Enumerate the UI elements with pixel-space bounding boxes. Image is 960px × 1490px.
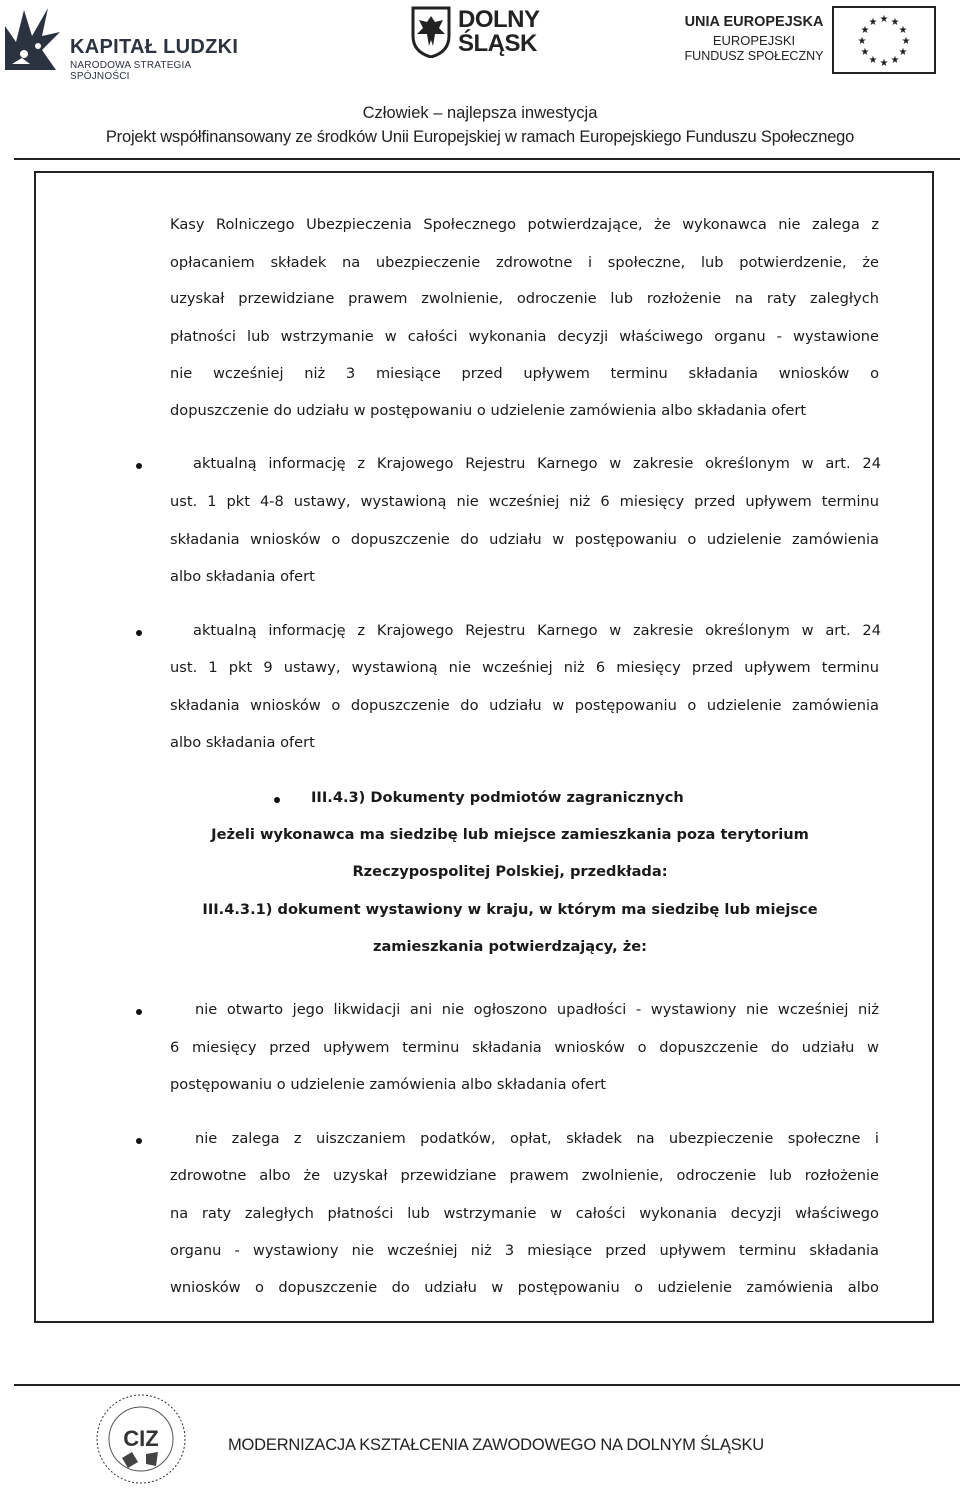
bullet-marker — [136, 1138, 142, 1144]
bullet4-line-4: organu - wystawiony nie wcześniej niż 3 miesiące przed upływem terminu składania — [170, 1242, 879, 1259]
svg-text:★: ★ — [860, 25, 870, 36]
bullet4-line-5: wniosków o dopuszczenie do udziału w postępowaniu o udzielenie zamówienia albo — [170, 1279, 879, 1296]
para1-line-5: nie wcześniej niż 3 miesiące przed upływem terminu składania wniosków o — [170, 365, 879, 382]
sub-heading-line-2: zamieszkania potwierdzający, że: — [372, 938, 648, 955]
bullet4-line-2: zdrowotne albo że uzyskał przewidziane prawem zwolnienie, odroczenie lub rozłożenie — [170, 1167, 879, 1184]
bullet4-line-1: nie zalega z uiszczaniem podatków, opłat, składek na ubezpieczenie społeczne i — [195, 1130, 879, 1147]
sub-heading-line-1: III.4.3.1) dokument wystawiony w kraju, w którym ma siedzibę lub miejsce — [202, 901, 818, 918]
svg-text:★: ★ — [890, 17, 900, 28]
para1-line-2: opłacaniem składek na ubezpieczenie zdrowotne i społeczne, lub potwierdzenie, że — [170, 254, 879, 271]
bullet3-line-2: 6 miesięcy przed upływem terminu składania wniosków o dopuszczenie do udziału w — [170, 1039, 879, 1056]
bullet2-line-3: składania wniosków o dopuszczenie do udziału w postępowaniu o udzielenie zamówienia — [170, 697, 879, 714]
svg-text:★: ★ — [898, 25, 908, 36]
bullet2-line-4: albo składania ofert — [170, 734, 315, 751]
tagline: Człowiek – najlepsza inwestycja — [362, 104, 598, 122]
para1-line-4: płatności lub wstrzymanie w całości wykonania decyzji właściwego organu - wystawione — [170, 328, 879, 345]
bullet2-line-2: ust. 1 pkt 9 ustawy, wystawioną nie wcześniej niż 6 miesięcy przed upływem terminu — [170, 659, 879, 676]
para1-line-1: Kasy Rolniczego Ubezpieczenia Społecznego potwierdzające, że wykonawca nie zalega z — [170, 216, 879, 233]
eu-fund-line2: FUNDUSZ SPOŁECZNY — [684, 49, 824, 63]
kapital-ludzki-logo — [2, 6, 252, 82]
dolny-slask-line1: DOLNY — [458, 6, 540, 33]
bullet1-line-3: składania wniosków o dopuszczenie do udziału w postępowaniu o udzielenie zamówienia — [170, 531, 879, 548]
bullet1-line-2: ust. 1 pkt 4-8 ustawy, wystawioną nie wcześniej niż 6 miesięcy przed upływem terminu — [170, 493, 879, 510]
para1-line-3: uzyskał przewidziane prawem zwolnienie, odroczenie lub rozłożenie na raty zaległych — [170, 290, 879, 307]
header-rule — [14, 158, 960, 160]
bullet-marker — [274, 797, 280, 803]
svg-text:★: ★ — [857, 36, 867, 47]
svg-text:★: ★ — [860, 47, 870, 58]
bullet4-line-3: na raty zaległych płatności lub wstrzymanie w całości wykonania decyzji właściwego — [170, 1205, 879, 1222]
eu-logo — [684, 10, 940, 78]
footer-text: MODERNIZACJA KSZTAŁCENIA ZAWODOWEGO NA DOLNYM ŚLĄSKU — [228, 1436, 765, 1454]
eu-flag-icon — [832, 6, 936, 74]
ciz-logo — [94, 1392, 188, 1486]
svg-text:★: ★ — [898, 47, 908, 58]
bullet3-line-3: postępowaniu o udzielenie zamówienia albo składania ofert — [170, 1076, 606, 1093]
bullet-marker — [136, 463, 142, 469]
svg-text:★: ★ — [901, 36, 911, 47]
kapital-ludzki-subtitle: NARODOWA STRATEGIA SPÓJNOŚCI — [70, 60, 191, 82]
bullet3-line-1: nie otwarto jego likwidacji ani nie ogłoszono upadłości - wystawiony nie wcześniej niż — [195, 1001, 879, 1018]
section-intro-line-2: Rzeczypospolitej Polskiej, przedkłada: — [352, 863, 668, 880]
kapital-ludzki-title: KAPITAŁ LUDZKI — [70, 36, 239, 58]
section-intro-line-1: Jeżeli wykonawca ma siedzibę lub miejsce zamieszkania poza terytorium — [211, 826, 809, 843]
svg-text:★: ★ — [890, 55, 900, 66]
svg-text:★: ★ — [868, 17, 878, 28]
bullet2-line-1: aktualną informację z Krajowego Rejestru Karnego w zakresie określonym w art. 24 — [193, 622, 881, 639]
kapital-ludzki-emblem-icon — [2, 6, 64, 72]
section-heading: III.4.3) Dokumenty podmiotów zagranicznych — [311, 789, 684, 806]
bullet-marker — [136, 630, 142, 636]
bullet-marker — [136, 1009, 142, 1015]
dolny-slask-line2: ŚLĄSK — [458, 30, 537, 57]
ciz-logo-text: CIZ — [123, 1426, 159, 1451]
bullet1-line-4: albo składania ofert — [170, 568, 315, 585]
footer-rule — [14, 1384, 960, 1386]
bullet1-line-1: aktualną informację z Krajowego Rejestru Karnego w zakresie określonym w art. 24 — [193, 455, 881, 472]
dolny-slask-logo — [411, 6, 551, 60]
eagle-crest-icon — [411, 6, 451, 58]
svg-text:★: ★ — [879, 58, 889, 69]
eu-title: UNIA EUROPEJSKA — [684, 14, 824, 30]
ciz-emblem-icon — [94, 1392, 188, 1486]
para1-line-6: dopuszczenie do udziału w postępowaniu o udzielenie zamówienia albo składania ofert — [170, 402, 807, 419]
cofinancing-note: Projekt współfinansowany ze środków Unii Europejskiej w ramach Europejskiego Funduszu Społecznego — [105, 128, 855, 146]
svg-text:★: ★ — [868, 55, 878, 66]
svg-text:★: ★ — [879, 14, 889, 25]
eu-fund-line1: EUROPEJSKI — [712, 33, 796, 48]
page-header — [0, 0, 960, 165]
